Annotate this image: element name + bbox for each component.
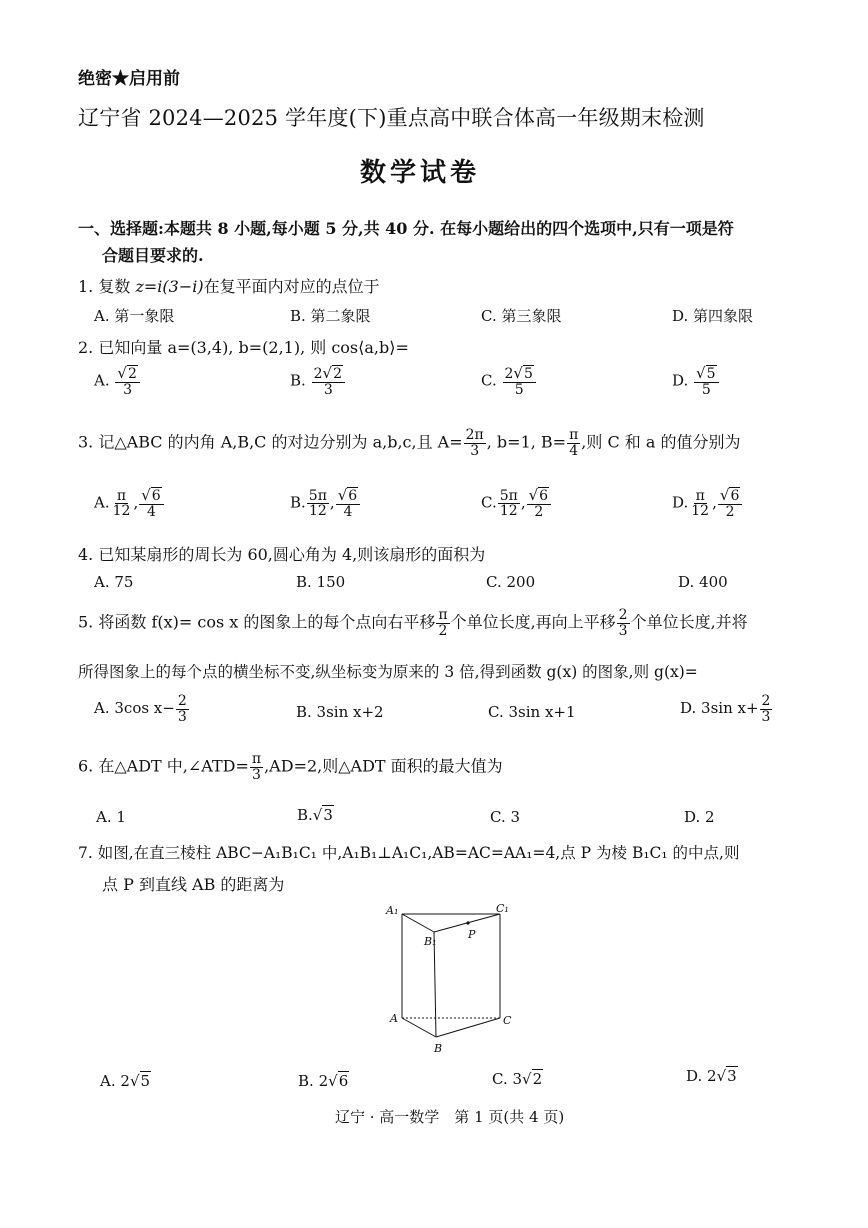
question-1: 1. 复数 z=i(3−i)在复平面内对应的点位于: [78, 277, 380, 296]
point-p: [466, 921, 469, 924]
label-p: P: [468, 928, 476, 941]
q3-option-c[interactable]: C. $\frac{5\pi}{12}$ , $\frac{√6}{2}$: [481, 488, 552, 519]
label-a1: A₁: [386, 904, 399, 917]
section-heading: 一、选择题:本题共 8 小题,每小题 5 分,共 40 分. 在每小题给出的四个选项中,只有一项是符: [78, 219, 734, 238]
q1-option-a[interactable]: A. 第一象限: [94, 307, 175, 325]
q7-option-d[interactable]: D. 2√3: [686, 1067, 737, 1085]
q7-option-b[interactable]: B. 2√6: [298, 1072, 349, 1090]
q1-option-d[interactable]: D. 第四象限: [672, 307, 754, 325]
q4-option-c[interactable]: C. 200: [486, 573, 536, 591]
subject-title: 数学试卷: [360, 158, 481, 188]
question-2: 2. 已知向量 a=(3,4), b=(2,1), 则 cos⟨a,b⟩=: [78, 338, 409, 357]
exam-title: 辽宁省 2024—2025 学年度(下)重点高中联合体高一年级期末检测: [78, 106, 705, 130]
q6-option-c[interactable]: C. 3: [490, 808, 521, 826]
q6-option-b[interactable]: B.√3: [297, 806, 333, 824]
q3-option-b[interactable]: B. $\frac{5\pi}{12}$ , $\frac{√6}{4}$: [290, 488, 361, 519]
q5-option-b[interactable]: B. 3sin x+2: [296, 703, 384, 721]
q1-option-b[interactable]: B. 第二象限: [290, 307, 371, 325]
question-4: 4. 已知某扇形的周长为 60,圆心角为 4,则该扇形的面积为: [78, 545, 486, 564]
confidential-label: 绝密★启用前: [78, 69, 180, 89]
edge-a1-b1: [402, 914, 434, 932]
q7-option-a[interactable]: A. 2√5: [100, 1072, 151, 1090]
question-7-cont: 点 P 到直线 AB 的距离为: [102, 875, 285, 894]
q5-option-d[interactable]: D. 3sin x+ $\frac{2}{3}$: [680, 693, 771, 725]
question-6: 6. 在△ADT 中,∠ATD= $\frac{\pi}{3}$ ,AD=2,则△ADT 面积的最大值为: [78, 751, 503, 783]
label-c1: C₁: [496, 902, 509, 915]
q7-option-c[interactable]: C. 3√2: [492, 1070, 543, 1088]
q5-option-c[interactable]: C. 3sin x+1: [488, 703, 576, 721]
question-5-cont: 所得图象上的每个点的横坐标不变,纵坐标变为原来的 3 倍,得到函数 g(x) 的图象,则 g(x)=: [78, 663, 698, 681]
q4-option-d[interactable]: D. 400: [678, 573, 728, 591]
q2-option-a[interactable]: A. $\frac{√2}{3}$: [94, 366, 141, 397]
q2-option-b[interactable]: B. $\frac{2√2}{3}$: [290, 366, 346, 397]
q6-option-a[interactable]: A. 1: [96, 808, 126, 826]
label-b1: B₁: [424, 935, 437, 948]
q2-option-c[interactable]: C. $\frac{2√5}{5}$: [481, 366, 537, 397]
label-c: C: [503, 1014, 512, 1027]
q1-option-c[interactable]: C. 第三象限: [481, 307, 562, 325]
q2-option-d[interactable]: D. $\frac{√5}{5}$: [672, 366, 720, 397]
prism-figure: [384, 900, 524, 1060]
q5-option-a[interactable]: A. 3cos x− $\frac{2}{3}$: [94, 693, 187, 725]
question-3: 3. 记△ABC 的内角 A,B,C 的对边分别为 a,b,c,且 A= $\frac{2\pi}{3}$ , b=1, B= $\frac{\pi}{4}$ ,则 C 和 a 的值分别为: [78, 427, 741, 459]
section-heading-cont: 合题目要求的.: [102, 246, 204, 265]
label-a: A: [390, 1012, 398, 1025]
q4-option-a[interactable]: A. 75: [94, 573, 134, 591]
question-5: 5. 将函数 f(x)= cos x 的图象上的每个点向右平移 $\frac{\pi}{2}$ 个单位长度,再向上平移 $\frac{2}{3}$ 个单位长度,并将: [78, 607, 748, 639]
q6-option-d[interactable]: D. 2: [684, 808, 715, 826]
q3-option-d[interactable]: D. $\frac{\pi}{12}$ , $\frac{√6}{2}$: [672, 488, 743, 519]
q3-option-a[interactable]: A. $\frac{\pi}{12}$ , $\frac{√6}{4}$: [94, 488, 165, 519]
edge-a-b: [402, 1018, 436, 1037]
edge-b-c: [436, 1018, 500, 1037]
q4-option-b[interactable]: B. 150: [296, 573, 346, 591]
question-7: 7. 如图,在直三棱柱 ABC−A₁B₁C₁ 中,A₁B₁⊥A₁C₁,AB=AC=AA₁=4,点 P 为棱 B₁C₁ 的中点,则: [78, 844, 740, 862]
page-footer: 辽宁 · 高一数学 第 1 页(共 4 页): [335, 1108, 565, 1126]
label-b: B: [434, 1042, 443, 1055]
